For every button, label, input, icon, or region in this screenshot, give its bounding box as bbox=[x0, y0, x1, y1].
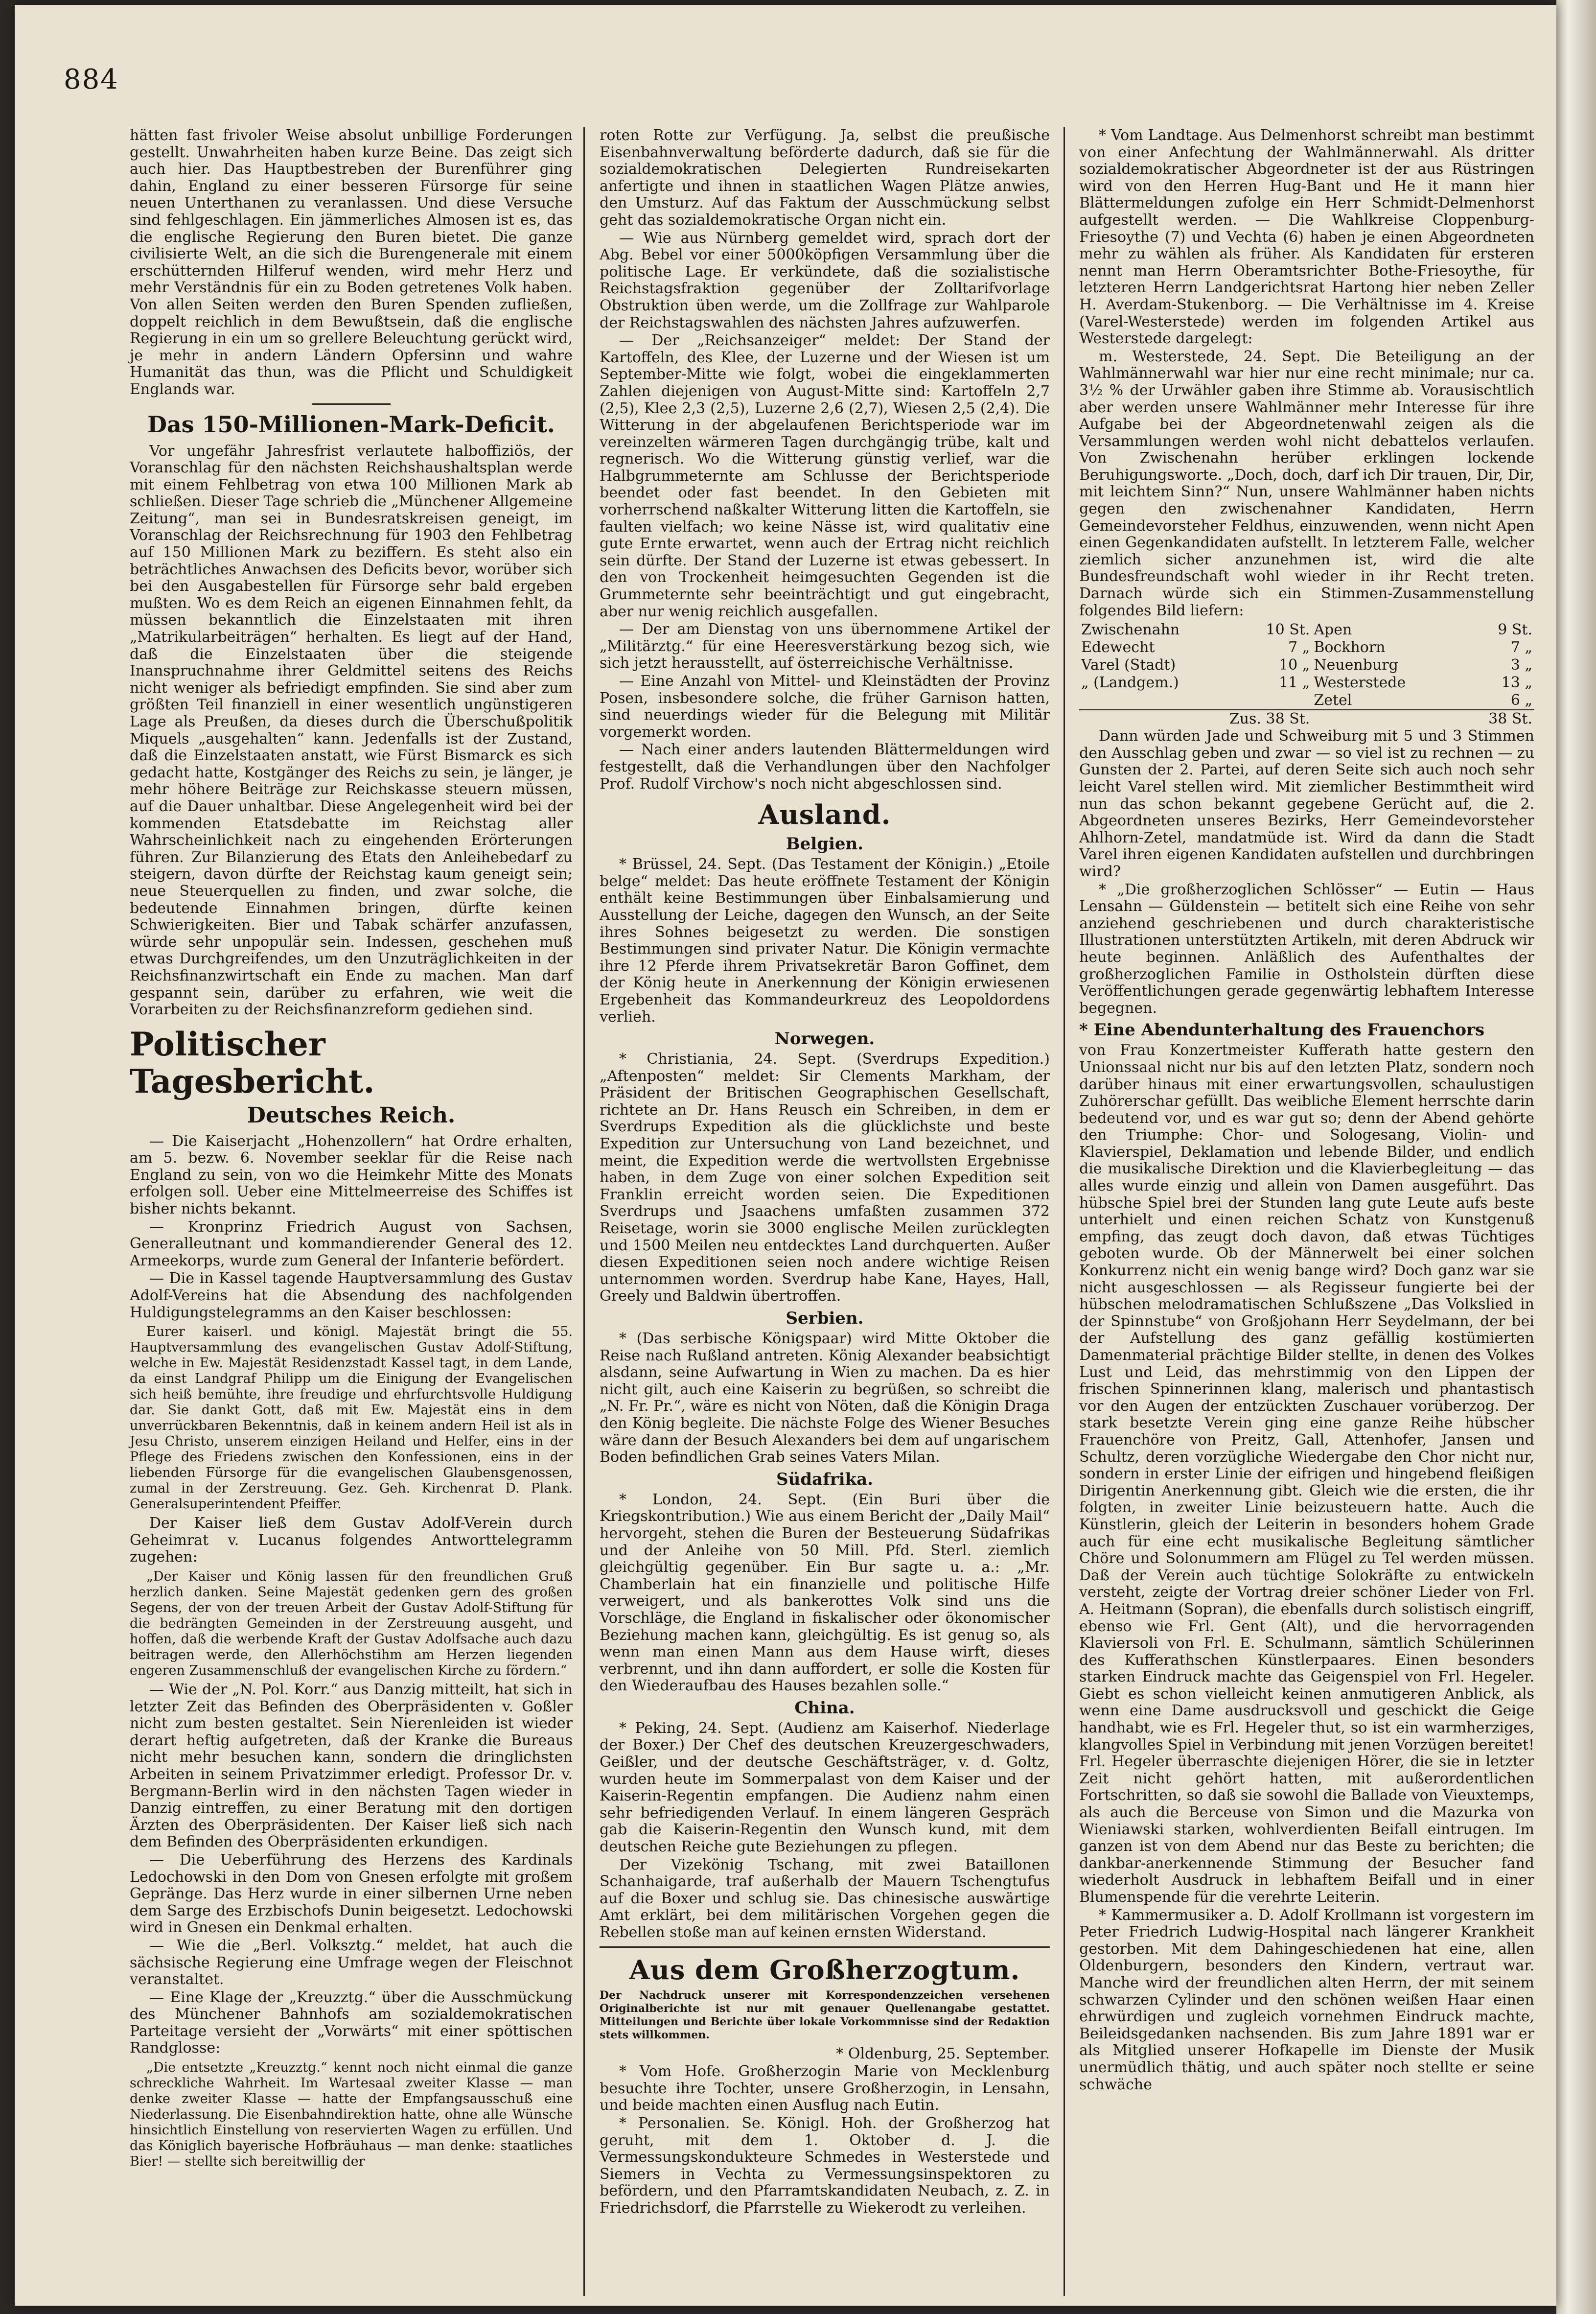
vote-count-right: 3 „ bbox=[1510, 656, 1532, 674]
separator bbox=[312, 403, 391, 405]
news-item: m. Westerstede, 24. Sept. Die Beteiligung an der Wahlmännerwahl war hier nur eine recht minimale; nur ca. 3½ % der Urwähler gaben ihre Stimme ab. Vorausischtlich aber werden unsere Wahlmänner mehr Interesse für ihre Aufgabe bei der Abgeordnetenwahl zeigen als die Versammlungen werden wohl nicht debattelos verlaufen. Von Zwischenahn herüber erklingen lockende Beruhigungsworte. „Doch, doch, darf ich Dir trauen, Dir, Dir, mit leichtem Sinn?“ Nun, unsere Wahlmänner haben nichts gegen den zwischenahner Kandidaten, Herrn Gemeindevorsteher Feldhus, einzuwenden, wenn nicht Apen einen Gegenkandidaten aufstellt. In letzterem Falle, welcher ziemlich sicher anzunehmen ist, wird die alte Bundesfreundschaft wohl wieder in ihr Recht treten. Darnach würde sich ein Stimmen-Zusammenstellung folgendes Bild liefern: bbox=[1079, 348, 1534, 619]
news-item: — Eine Anzahl von Mittel- und Kleinstädten der Provinz Posen, insbesondere solche, die früher Garnison hatten, sind neuerdings wieder für die Belegung mit Militär vorgemerkt worden. bbox=[600, 673, 1050, 741]
column-rule-2 bbox=[1064, 127, 1065, 2296]
separator bbox=[600, 1946, 1050, 1948]
votes-row bbox=[1079, 639, 1534, 656]
vote-place-left: „ (Landgem.) bbox=[1081, 674, 1179, 692]
news-item: * Kammermusiker a. D. Adolf Krollmann ist vorgestern im Peter Friedrich Ludwig-Hospital nach längerer Krankheit gestorben. Mit dem Dahingeschiedenen hat eine, allen Oldenburgern, besonders den Kindern, vertraut war. Manche wird der freundlichen alten Herrn, der mit seinem schwarzen Cylinder und den schönen weißen Haar einen ehrwürdigen und zugleich vornehmen Eindruck machte, Beileidsgedanken nachsenden. Bis zum Jahre 1891 war er als Mitglied unserer Hofkapelle im Dienste der Musik unermüdlich thätig, und auch später noch stellte er seine schwäche bbox=[1079, 1906, 1534, 2093]
news-item: — Eine Klage der „Kreuzztg.“ über die Ausschmückung des Münchener Bahnhofs am sozialdemokratischen Parteitage versieht der „Vorwärts“ mit einer spöttischen Randglosse: bbox=[130, 1988, 573, 2057]
quote-text: „Der Kaiser und König lassen für den freundlichen Gruß herzlich danken. Seine Majestät gedenken gern des großen Segens, der von der treuen Arbeit der Gustav Adolf-Stiftung für die bedrängten Gemeinden in der Zerstreuung ausgeht, und hoffen, daß die werbende Kraft der Gustav Adolfsache auch dazu beitragen werde, den Allerhöchstihm am Herzen liegenden engeren Zusammenschluß der evangelischen Kirche zu fördern.“ bbox=[130, 1569, 573, 1678]
deutsches-reich-subhead: Deutsches Reich. bbox=[247, 1102, 456, 1128]
news-item: — Der „Reichsanzeiger“ meldet: Der Stand der Kartoffeln, des Klee, der Luzerne und der Wiesen ist um September-Mitte wie folgt, wobei die eingeklammerten Zahlen diejenigen von August-Mitte sind: Kartoffeln 2,7 (2,5), Klee 2,3 (2,5), Luzerne 2,6 (2,7), Wiesen 2,5 (2,4). Die Witterung in der abgelaufenen Berichtsperiode war im vereinzelten wärmeren Tagen durchgängig trübe, kalt und regnerisch. Wo die Witterung günstig verlief, war die Halbgrummeternte am Schlusse der Berichtsperiode beendet oder fast beendet. In den Gebieten mit vorherrschend naßkalter Witterung litten die Kartoffeln, sie faulten vielfach; wo keine Nässe ist, wird qualitativ eine gute Ernte erwartet, wenn auch der Ertrag nicht reichlich sein dürfte. Der Stand der Luzerne ist etwas gebessert. In den von Trockenheit heimgesuchten Gegenden ist die Grummeternte sehr beeinträchtigt und gut eingebracht, aber nur wenig reichlich ausgefallen. bbox=[600, 332, 1050, 620]
vote-place-left: Zwischenahn bbox=[1081, 621, 1180, 639]
continuation-text: roten Rotte zur Verfügung. Ja, selbst die preußische Eisenbahnverwaltung beförderte dadurch, daß sie für die sozialdemokratischen Delegierten Rundreisekarten anfertigte und ihnen in staatlichen Wagen Plätze anwies, den Umsturz. Auf das Faktum der Ausschmückung selbst geht das sozialdemokratische Organ nicht ein. bbox=[600, 127, 1050, 229]
news-item: * „Die großherzoglichen Schlösser“ — Eutin — Haus Lensahn — Güldenstein — betitelt sich eine Reihe von sehr anziehend geschriebenen und durch charakteristische Illustrationen unterstützten Artikeln, mit deren Abdruck wir heute beginnen. Anläßlich des Aufenthaltes der großherzoglichen Familie in Ostholstein dürften diese Veröffentlichungen gerade gegenwärtig lebhaftem Interesse begegnen. bbox=[1079, 881, 1534, 1017]
news-item: * Peking, 24. Sept. (Audienz am Kaiserhof. Niederlage der Boxer.) Der Chef des deutschen Kreuzergeschwaders, Geißler, und der deutsche Geschäftsträger, v. d. Goltz, wurden heute im Sommerpalast von dem Kaiser und der Kaiserin-Regentin empfangen. Die Audienz nahm einen sehr befriedigenden Verlauf. In einem längeren Gespräch gab die Kaiserin-Regentin den Wunsch kund, mit dem deutschen Reiche gute Beziehungen zu pflegen. bbox=[600, 1719, 1050, 1856]
vote-count-left: 11 „ bbox=[1279, 674, 1310, 692]
abend-headline: * Eine Abendunterhaltung des Frauenchors bbox=[1079, 1020, 1485, 1040]
news-item: Der Vizekönig Tschang, mit zwei Bataillonen Schanhaigarde, traf außerhalb der Mauern Tschengtufus auf die Boxer und schlug sie. Das chinesische auswärtige Amt erklärt, bei dem militärischen Vorgehen gegen die Rebellen stoße man auf keinen ernsten Widerstand. bbox=[600, 1856, 1050, 1941]
serbien-subhead: Serbien. bbox=[786, 1309, 864, 1328]
china-subhead: China. bbox=[794, 1698, 855, 1718]
page-edge bbox=[1556, 0, 1596, 2314]
votes-row bbox=[1079, 692, 1534, 710]
news-item: Der Kaiser ließ dem Gustav Adolf-Verein durch Geheimrat v. Lucanus folgendes Antworttelegramm zugehen: bbox=[130, 1515, 573, 1566]
votes-table bbox=[1079, 621, 1534, 728]
column-3 bbox=[1079, 127, 1534, 2094]
news-item: — Die Ueberführung des Herzens des Kardinals Ledochowski in den Dom von Gnesen erfolgte mit großem Gepränge. Das Herz wurde in einer silbernen Urne neben dem Sarge des Erzbischofs Dunin beigesetzt. Ledochowski wird in Gnesen ein Denkmal erhalten. bbox=[130, 1851, 573, 1937]
news-item: — Die Kaiserjacht „Hohenzollern“ hat Ordre erhalten, am 5. bezw. 6. November seeklar für die Reise nach England zu sein, von wo die Heimkehr Mitte des Monats erfolgen soll. Ueber eine Mittelmeerreise des Schiffes ist bisher nichts bekannt. bbox=[130, 1132, 573, 1218]
vote-count-right: 6 „ bbox=[1510, 692, 1532, 709]
vote-place-right: Neuenburg bbox=[1314, 656, 1398, 674]
deficit-article: Vor ungefähr Jahresfrist verlautete halboffiziös, der Voranschlag für den nächsten Reichshaushaltsplan werde mit einem Fehlbetrag von etwa 100 Millionen Mark ab schließen. Dieser Tage schrieb die „Münchener Allgemeine Zeitung“, man sei in Bundesratskreisen geneigt, im Voranschlag der Reichsrechnung für 1903 den Fehlbetrag auf 150 Millionen Mark zu beziffern. Es steht also ein beträchtliches Anwachsen des Deficits bevor, worüber sich bei den Ausgabestellen für Fürsorge sehr bald ergeben mußten. Wo es dem Reich an eigenen Einnahmen fehlt, da müssen bekanntlich die Einzelstaaten mit ihren „Matrikularbeiträgen“ herhalten. Es liegt auf der Hand, daß die Einzelstaaten über die steigende Inanspruchnahme ihrer Geldmittel seitens des Reichs nicht weniger als befriedigt empfinden. Sie sind aber zum größten Teil finanziell in einer wesentlich ungünstigeren Lage als Preußen, da dieses durch die Überschußpolitik Miquels „ausgehalten“ kann. Jedenfalls ist der Zustand, daß die Einzelstaaten anstatt, wie Fürst Bismarck es sich gedacht hatte, Kostgänger des Reichs zu sein, je länger, je mehr höhere Beiträge zur Reichskasse steuern müssen, auf die Dauer unhaltbar. Diese Angelegenheit wird bei der kommenden Etatsdebatte im Reichstag aller Wahrscheinlichkeit nach zu eingehenden Erörterungen führen. Zur Bilanzierung des Etats den Anleihebedarf zu steigern, davon dürfte der Reichstag kaum geneigt sein; neue Steuerquellen zu finden, und zwar solche, die bedeutende Einnahmen bringen, dürfte keinen Schwierigkeiten. Bier und Tabak schärfer anzufassen, würde sehr unpopulär sein. Indessen, geschehen muß etwas Durchgreifendes, um den Unzuträglichkeiten in der Reichsfinanzwirtschaft ein Ende zu machen. Man darf gespannt sein, darüber zu erfahren, wie weit die Vorarbeiten zu der Reichsfinanzreform gediehen sind. bbox=[130, 442, 573, 1019]
news-item: — Wie der „N. Pol. Korr.“ aus Danzig mitteilt, hat sich in letzter Zeit das Befinden des Oberpräsidenten v. Goßler nicht zum besten gestaltet. Sein Nierenleiden ist wieder derart heftig aufgetreten, daß der Kranke die Bureaus nicht mehr besuchen kann, sondern die dringlichsten Arbeiten in seinem Privatzimmer erledigt. Professor Dr. v. Bergmann-Berlin wird in den nächsten Tagen wieder in Danzig eintreffen, zu einer Beratung mit den dortigen Ärzten des Oberpräsidenten. Der Kaiser ließ sich nach dem Befinden des Oberpräsidenten erkundigen. bbox=[130, 1681, 573, 1851]
news-item: — Wie die „Berl. Volksztg.“ meldet, hat auch die sächsische Regierung eine Umfrage wegen der Fleischnot veranstaltet. bbox=[130, 1937, 573, 1988]
news-item: * (Das serbische Königspaar) wird Mitte Oktober die Reise nach Rußland antreten. König Alexander beabsichtigt alsdann, seine Aufwartung in Wien zu machen. Da es hier nicht gilt, auch eine Kaiserin zu begrüßen, so schreibt die „N. Fr. Pr.“, wäre es nicht von Nöten, daß die Königin Draga den König begleite. Die nächste Folge des Wiener Besuches wäre dann der Besuch Alexanders bei dem auf ungarischem Boden befindlichen Grab seines Vaters Milan. bbox=[600, 1330, 1050, 1466]
news-item: * Vom Landtage. Aus Delmenhorst schreibt man bestimmt von einer Anfechtung der Wahlmännerwahl. Als dritter sozialdemokratischer Abgeordneter ist der aus Rüstringen wird von den Herren Hug-Bant und He it mann hier Blättermeldungen zufolge ein Herr Schmidt-Delmenhorst aufgestellt werden. — Die Wahlkreise Cloppenburg-Friesoythe (7) und Vechta (6) haben je einen Abgeordneten mehr zu wählen als früher. Als Kandidaten für ersteren nennt man Herrn Oberamtsrichter Bothe-Friesoythe, für letzteren Herrn Landgerichtsrat Hartong hier neben Zeller H. Averdam-Stukenborg. — Die Verhältnisse im 4. Kreise (Varel-Westerstede) werden im folgenden Artikel aus Westerstede dargelegt: bbox=[1079, 127, 1534, 348]
column-1 bbox=[130, 127, 573, 2173]
votes-total-left: Zus. 38 St. bbox=[1079, 710, 1312, 728]
vote-count-right: 13 „ bbox=[1501, 674, 1532, 692]
news-item: * Vom Hofe. Großherzogin Marie von Mecklenburg besuchte ihre Tochter, unsere Großherzogin, in Lensahn, und beide machten einen Ausflug nach Eutin. bbox=[600, 2063, 1050, 2114]
belgien-subhead: Belgien. bbox=[786, 834, 864, 854]
votes-row bbox=[1079, 656, 1534, 674]
votes-total-right: 38 St. bbox=[1460, 710, 1535, 728]
votes-total-row bbox=[1079, 710, 1534, 728]
vote-count-left: 7 „ bbox=[1288, 639, 1310, 656]
quote-text: „Die entsetzte „Kreuzztg.“ kennt noch nicht einmal die ganze schreckliche Wahrheit. Im Wartesaal zweiter Klasse — man denke zweiter Klasse — hatte der Empfangsausschuß eine Niederlassung. Die Eisenbahndirektion hatte, ohne alle Wünsche hinsichtlich Einstellung von reservierten Wagen zu erfüllen. Und das Königlich bayerische Hofbräuhaus — man denke: staatliches Bier! — stellte sich bereitwillig der bbox=[130, 2060, 573, 2170]
grossherzogtum-headline: Aus dem Großherzogtum. bbox=[629, 1954, 1020, 1986]
vote-count-right: 7 „ bbox=[1510, 639, 1532, 656]
vorwaerts-quote bbox=[130, 2060, 573, 2170]
vote-place-right: Zetel bbox=[1314, 692, 1352, 709]
dateline: * Oldenburg, 25. September. bbox=[836, 2045, 1050, 2062]
news-item: * London, 24. Sept. (Ein Buri über die Kriegskontribution.) Wie aus einem Bericht der „Daily Mail“ hervorgeht, stehen die Buren der Besteuerung Südafrikas und der Anleihe von 50 Mill. Pfd. Sterl. ziemlich gleichgültig gegenüber. Ein Bur sagte u. a.: „Mr. Chamberlain hat ein finanzielle und politische Hilfe verweigert, und als bankerottes Volk sind uns die Vorschläge, die England in fiskalischer oder ökonomischer Beziehung machen kann, gleichgültig. Es ist genug so, als wenn man einen Mann aus dem Hause wirft, dieses verbrennt, und ihn dann auffordert, er solle die Kosten für den Wiederaufbau des Hauses bezahlen solle.“ bbox=[600, 1491, 1050, 1695]
news-item: von Frau Konzertmeister Kufferath hatte gestern den Unionssaal nicht nur bis auf den letzten Platz, sondern noch darüber hinaus mit einer erwartungsvollen, schaulustigen Zuhörerschar gefüllt. Das weibliche Element herrschte darin bedeutend vor, und es war gut so; denn der Abend gehörte den Triumphe: Chor- und Sologesang, Violin- und Klavierspiel, Deklamation und lebende Bilder, und endlich die musikalische Direktion und die Klavierbegleitung — das alles wurde einzig und allein von Damen ausgeführt. Das hübsche Spiel brei der Stunden lang gute Leute aufs beste unterhielt und einen reichen Schatz von Kunstgenuß empfing, das zeugt doch davon, daß etwas Tüchtiges geboten wurde. Ob der Männerwelt bei einer solchen Konkurrenz nicht ein wenig bange wird? Doch ganz war sie nicht ausgeschlossen — als Regisseur fungierte bei der hübschen melodramatischen Schlußszene „Das Volkslied in der Spinnstube“ von Großjohann Herr Seydelmann, der bei der Aufstellung des ganz gefällig kostümierten Damenmaterial prächtige Bilder stellte, in denen des Volkes Lust und Leid, das mehrstimmig von den Lippen der frischen Spinnerinnen klang, malerisch und phantastisch vor den Augen der entzückten Zuschauer vorüberzog. Der stark besetzte Verein ging eine ganze Reihe hübscher Frauenchöre von Preitz, Gall, Attenhofer, Jansen und Schultz, deren vorzügliche Wiedergabe den Chor nicht nur, sondern in erster Linie der eifrigen und hingebend fleißigen Dirigentin Anerkennung gibt. Gleich wie die ersten, die ihr folgten, in zweiter Linie beizusteuern hatte. Auch die Künstlerin, gleich der Leiterin in besonders hohem Grade auch für eine echt musikalische Begleitung sämtlicher Chöre und Solonummern am Flügel zu Tel werden müssen. Daß der Verein auch tüchtige Solokräfte zu entwickeln versteht, zeigte der Vortrag dreier schöner Lieder von Frl. A. Heitmann (Sopran), die ebenfalls durch solistisch eingriff, ebenso wie Frl. Gent (Alt), und die hervorragenden Klaviersoli von Frl. E. Schulmann, sämtlich Schülerinnen des Kufferathschen Künstlerpaares. Einen besonders starken Eindruck machte das Geigenspiel von Frl. Hegeler. Giebt es schon vielleicht keinen anmutigeren Anblick, als wenn eine Dame ausdrucksvoll und geschickt die Geige handhabt, wie es Frl. Hegeler thut, so ist ein warmherziges, klangvolles Spiel in Verbindung mit jenen Vorzügen bereitet! Frl. Hegeler überraschte diejenigen Hörer, die sie in letzter Zeit nicht gehört hatten, mit außerordentlichen Fortschritten, so daß sie sowohl die Ballade von Vieuxtemps, als auch die Berceuse von Simon und die Mazurka von Wieniawski starken, wohlverdienten Beifall eintrugen. Im ganzen ist von dem Abend nur das Beste zu berichten; die dankbar-anerkennende Stimmung der Besucher fand wiederholt Ausdruck in lebhaftem Beifall und in einer Blumenspende für die verehrte Leiterin. bbox=[1079, 1042, 1534, 1906]
vote-count-right: 9 St. bbox=[1498, 621, 1532, 639]
vote-place-right: Bockhorn bbox=[1314, 639, 1386, 656]
votes-row bbox=[1079, 621, 1534, 639]
news-item: — Wie aus Nürnberg gemeldet wird, sprach dort der Abg. Bebel vor einer 5000köpfigen Versammlung über die politische Lage. Er verkündete, daß die sozialistische Reichstagsfraktion gegenüber der Zolltarifvorlage Obstruktion üben werde, um die Zollfrage zur Wahlparole der Reichstagswahlen des nächsten Jahres aufzuwerfen. bbox=[600, 229, 1050, 331]
news-item: — Nach einer anders lautenden Blättermeldungen wird festgestellt, daß die Verhandlungen über den Nachfolger Prof. Rudolf Virchow's noch nicht abgeschlossen sind. bbox=[600, 741, 1050, 793]
vote-count-left: 10 St. bbox=[1266, 621, 1310, 639]
vote-count-left bbox=[1238, 692, 1312, 710]
vote-count-left: 10 „ bbox=[1279, 656, 1310, 674]
column-rule-1 bbox=[583, 127, 585, 2296]
buren-continuation: hätten fast frivoler Weise absolut unbillige Forderungen gestellt. Unwahrheiten haben kurze Beine. Das zeigt sich auch hier. Das Hauptbestreben der Burenführer ging dahin, England zu einer besseren Fürsorge für seine neuen Unterthanen zu veranlassen. Und diese Versuche sind fehlgeschlagen. Ein jämmerliches Almosen ist es, das die englische Regierung den Buren bietet. Die ganze civilisierte Welt, an die sich die Burengenerale mit einem erschütternden Hilferuf wenden, wird mehr Herz und mehr Verständnis für ein zu Boden getretenes Volk haben. Von allen Seiten werden den Buren Spenden zufließen, doppelt reichlich in dem Bewußtsein, daß die englische Regierung in ein um so grellere Beleuchtung gerückt wird, je mehr in andern Ländern Opfersinn und wahre Humanität das thun, was die Pflicht und Schuldigkeit Englands war. bbox=[130, 127, 573, 398]
column-2 bbox=[600, 127, 1050, 2218]
news-item: — Der am Dienstag von uns übernommene Artikel der „Militärztg.“ für eine Heeresverstärkung bezog sich, wie sich jetzt herausstellt, auf österreichische Verhältnisse. bbox=[600, 621, 1050, 672]
votes-row bbox=[1079, 674, 1534, 692]
news-item: * Personalien. Se. Königl. Hoh. der Großherzog hat geruht, mit dem 1. Oktober d. J. die Vermessungskondukteure Schmedes in Westerstede und Siemers in Vechta zu Vermessungsinspektoren zu befördern, und den Pfarramtskandidaten Neubach, z. Z. in Friedrichsdorf, die Pfarrstelle zu Wiekerodt zu verleihen. bbox=[600, 2114, 1050, 2217]
deficit-headline: Das 150-Millionen-Mark-Deficit. bbox=[147, 411, 555, 438]
news-item: * Brüssel, 24. Sept. (Das Testament der Königin.) „Etoile belge“ meldet: Das heute eröffnete Testament der Königin enthält keine Bestimmungen über Einbalsamierung und Ausstellung der Leiche, dagegen den Wunsch, an der Seite ihres Sohnes beigesetzt zu werden. Die sonstigen Bestimmungen sind privater Natur. Die Königin vermachte ihre 12 Pferde ihrem Privatsekretär Baron Goffinet, dem der König heute in Anerkennung der Königin erwiesenen Ergebenheit das Kommandeurkreuz des Leopoldordens verlieh. bbox=[600, 856, 1050, 1026]
vote-place-left bbox=[1079, 692, 1238, 710]
norwegen-subhead: Norwegen. bbox=[774, 1029, 875, 1049]
vote-place-left: Varel (Stadt) bbox=[1081, 656, 1176, 674]
newspaper-page bbox=[15, 5, 1556, 2306]
vote-place-right: Apen bbox=[1314, 621, 1352, 639]
page-number: 884 bbox=[64, 64, 119, 95]
news-item: — Die in Kassel tagende Hauptversammlung des Gustav Adolf-Vereins hat die Absendung des nachfolgenden Huldigungstelegramms an den Kaiser beschlossen: bbox=[130, 1270, 573, 1321]
ausland-headline: Ausland. bbox=[758, 799, 891, 831]
reply-quote bbox=[130, 1569, 573, 1679]
suedafrika-subhead: Südafrika. bbox=[776, 1469, 873, 1489]
news-item: — Kronprinz Friedrich August von Sachsen, Generalleutnant und kommandierender General des 12. Armeekorps, wurde zum General der Infanterie befördert. bbox=[130, 1218, 573, 1269]
politischer-tagesbericht-headline: Politischer Tagesbericht. bbox=[130, 1025, 375, 1100]
vote-place-right: Westerstede bbox=[1314, 674, 1406, 692]
news-item: * Christiania, 24. Sept. (Sverdrups Expedition.) „Aftenposten“ meldet: Sir Clements Markham, der Präsident der Britischen Geographischen Gesellschaft, richtete an Dr. Hans Reusch ein Schreiben, in dem er Sverdrups Expedition als die glücklichste und beste Expedition zur Untersuchung von Land bezeichnet, und meint, die Expedition werde die wertvollsten Ergebnisse haben, in dem Zuge von einer solchen Expedition seit Franklin erreicht worden seien. Die Expeditionen Sverdrups und Jsaachens umfaßten zusammen 372 Reisetage, worin sie 3000 englische Meilen zurücklegten und 1500 Meilen neu entdecktes Land durchquerten. Außer diesen Expeditionen seien noch andere wichtige Reisen unternommen worden. Sverdrup habe Kane, Hayes, Hall, Greely und Baldwin übertroffen. bbox=[600, 1051, 1050, 1305]
news-item: Dann würden Jade und Schweiburg mit 5 und 3 Stimmen den Ausschlag geben und zwar — so viel ist zu rechnen — zu Gunsten der 2. Partei, auf deren Seite sich auch noch sehr leicht Varel stellen wird. Mit ziemlicher Bestimmtheit wird nun das schon bekannt gegebene Gerücht auf, die 2. Abgeordneten unseres Bezirks, Herr Gemeindevorsteher Ahlhorn-Zetel, mandatmüde ist. Wird da dann die Stadt Varel ihren eigenen Kandidaten aufstellen und durchbringen wird? bbox=[1079, 727, 1534, 880]
reprint-note: Der Nachdruck unserer mit Korrespondenzzeichen versehenen Originalberichte ist nur mit genauer Quellenangabe gestattet. Mitteilungen und Berichte über lokale Vorkommnisse sind der Redaktion stets willkommen. bbox=[600, 1988, 1050, 2041]
telegram-quote bbox=[130, 1324, 573, 1512]
quote-text: Eurer kaiserl. und königl. Majestät bringt die 55. Hauptversammlung des evangelischen Gustav Adolf-Stiftung, welche in Ew. Majestät Residenzstadt Kassel tagt, in dem Lande, da einst Landgraf Philipp um die Einigung der Evangelischen sich heiß bemühte, ihre freudige und ehrfurchtsvolle Huldigung dar. Sie dankt Gott, daß mit Ew. Majestät eins in dem unverrückbaren Bekenntnis, daß in keinem andern Heil ist als in Jesu Christo, unserem einzigen Heiland und Helfer, eins in der Pflege des Friedens zwischen den Konfessionen, eins in der liebenden Fürsorge für die evangelischen Glaubensgenossen, zumal in der Zerstreuung. Gez. Geh. Kirchenrat D. Plank. Generalsuperintendent Pfeiffer. bbox=[130, 1324, 573, 1512]
vote-place-left: Edewecht bbox=[1081, 639, 1155, 656]
